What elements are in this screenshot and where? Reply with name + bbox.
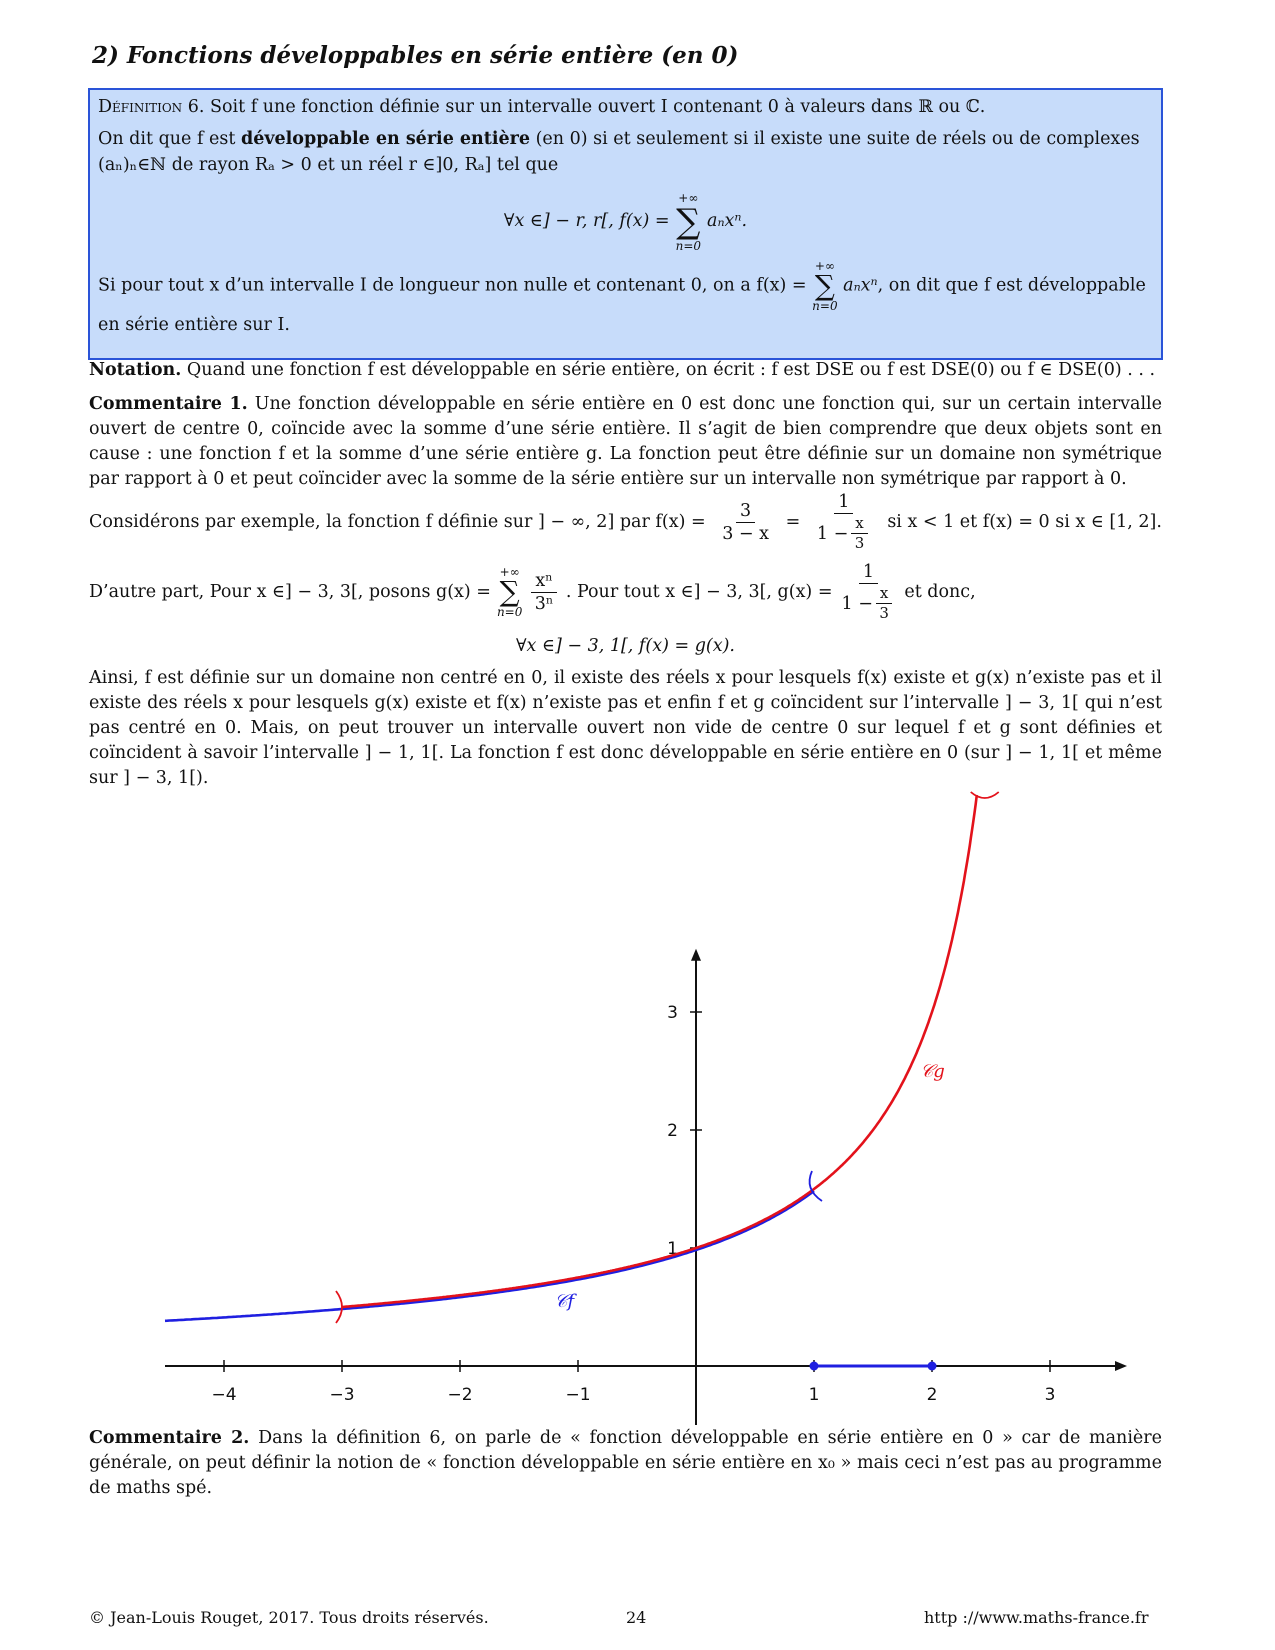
formula-term: aₙxⁿ. [707,211,748,232]
definition-line3-before: Si pour tout x d’un intervalle I de longueur non nulle et contenant 0, on a f(x) = [98,275,807,296]
curve-g [342,795,977,1307]
sum-bottom: n=0 [675,239,702,253]
ainsi-paragraph: Ainsi, f est définie sur un domaine non centré en 0, il existe des réels x pour lesquels f(x) existe et g(x) n’existe pas et il existe des réels x pour lesquels g(x) existe et f(x) n’existe pas et enfin f et g coïncident sur l’intervalle ] − 3, 1[ qui n’est pas centré en 0. Mais, on peut trouver un intervalle ouvert non vide de centre 0 sur lequel f et g sont définies et coïncident à savoir l’intervalle ] − 1, 1[. La fonction f est donc développable en série entière en 0 (sur ] − 1, 1[ et même sur ] − 3, 1[). [89,668,1162,788]
frac2-small-den: 3 [854,534,865,553]
definition-label: Définition 6. [98,97,205,117]
frac1-num: 3 [736,501,755,523]
notation-text: Quand une fonction f est développable en série entière, on écrit : f est DSE ou f est DSE(0) ou f ∈ DSE(0) . . . [186,360,1156,380]
y-tick-label: 3 [667,1003,678,1023]
g-frac-den-pre: 1 − [841,593,873,614]
definition-line3 [98,260,1153,312]
f-right-bracket [810,1171,822,1201]
sum-top: +∞ [678,191,699,205]
x-tick-label: −3 [329,1385,355,1405]
other-sum-bottom: n=0 [496,605,523,620]
g-frac-small-num: x [876,585,892,604]
notation-paragraph [89,358,1162,383]
x-tick-label: −2 [447,1385,473,1405]
definition-box [88,88,1163,360]
other-intro: D’autre part, Pour x ∈] − 3, 3[, posons g(x) = [89,581,491,602]
x-tick-label: −1 [565,1385,591,1405]
comment1-text: Une fonction développable en série entière en 0 est donc une fonction qui, sur un certain intervalle ouvert de centre 0, coïncide avec la somme d’une série entière. Il s’agit de bien comprendre que deux objets sont en cause : une fonction f et la somme d’une série entière g. La fonction peut être définie sur un domaine non symétrique par rapport à 0 et peut coïncider avec la somme de la série entière sur un intervalle non symétrique par rapport à 0. [89,394,1162,489]
g-frac-num: 1 [859,562,878,584]
example-tail: si x < 1 et f(x) = 0 si x ∈ [1, 2]. [887,511,1162,532]
x-tick-label: 3 [1044,1385,1056,1405]
x-tick-label: 1 [808,1385,820,1405]
inline-sum-symbol: +∞ ∑ n=0 [812,259,838,313]
g-top-bracket [971,792,999,798]
definition-line1-text: Soit f une fonction définie sur un intervalle ouvert I contenant 0 à valeurs dans ℝ ou ℂ. [210,97,986,117]
x-tick-label: 2 [926,1385,938,1405]
frac2-small-num: x [851,515,867,534]
example-line [89,492,1162,553]
curve-f [165,1191,814,1321]
conclusion-formula-text: ∀x ∈] − 3, 1[, f(x) = g(x). [516,636,735,656]
comment2-paragraph [89,1426,1162,1501]
label-cg: 𝒞g [920,1060,945,1082]
label-cf: 𝒞f [554,1291,575,1312]
y-tick-label: 1 [667,1239,678,1259]
g-left-bracket [336,1291,342,1323]
comment1-paragraph [89,392,1162,492]
definition-line4: en série entière sur I. [98,315,290,335]
example-intro: Considérons par exemple, la fonction f définie sur ] − ∞, 2] par f(x) = [89,511,706,532]
y-tick-label: 2 [667,1121,678,1141]
definition-formula [98,192,1153,252]
x-tick-label: −4 [211,1385,237,1405]
footer-url[interactable]: http ://www.maths-france.fr [924,1608,1149,1627]
x-axis-arrow [1115,1361,1127,1371]
definition-line3-term: aₙxⁿ [843,275,878,296]
footer-page-number: 24 [626,1608,647,1627]
inline-sum-top: +∞ [814,259,835,273]
conclusion-formula [89,634,1162,659]
equals-sign: = [785,511,801,532]
frac2-den-pre: 1 − [816,523,849,544]
other-tail: et donc, [904,581,976,602]
inline-sum-bottom: n=0 [812,299,838,313]
section-title: 2) Fonctions développables en série entière (en 0) [92,42,739,69]
other-line [89,562,1162,623]
definition-line2-before: On dit que f est [98,129,236,149]
notation-label: Notation. [89,360,182,380]
definition-line1 [98,94,1153,120]
sum-symbol: +∞ ∑ n=0 [675,191,702,253]
comment2-text: Dans la définition 6, on parle de « fonction développable en série entière en 0 » car de manière générale, on peut définir la notion de « fonction développable en série entière en x₀ » mais ceci n’est pas au programme de maths spé. [89,1428,1162,1498]
footer-copyright: © Jean-Louis Rouget, 2017. Tous droits réservés. [89,1608,489,1627]
definition-line2 [98,126,1153,178]
comment1-label: Commentaire 1. [89,394,248,414]
frac-xn-over-3n [531,571,556,614]
frac-g-value [842,562,896,623]
other-frac-den: 3ⁿ [534,593,554,614]
g-frac-small-den: 3 [879,604,889,623]
frac1-den: 3 − x [722,523,770,544]
definition-bold-term: développable en série entière [240,129,530,149]
frac2-num: 1 [834,492,853,514]
frac-3-over-3-minus-x [722,501,769,544]
other-frac-num: xⁿ [531,571,556,593]
y-axis-arrow [691,949,701,961]
other-sum-symbol: +∞ ∑ n=0 [496,565,523,620]
f-segment-start-dot [810,1362,819,1371]
comment2-label: Commentaire 2. [89,1428,250,1448]
definition-line2-after: (en 0) si et seulement si il existe une suite de réels ou de complexes (aₙ)ₙ∈ℕ de rayon Rₐ > 0 et un réel r ∈]0, Rₐ] tel que [98,129,1140,175]
f-segment-end-dot [928,1362,937,1371]
frac-1-over-1-minus-x3 [817,492,871,553]
other-mid: . Pour tout x ∈] − 3, 3[, g(x) = [565,581,833,602]
function-graph [0,790,1275,1430]
definition-line3-after: , on dit que f est développable [877,275,1146,296]
formula-left: ∀x ∈] − r, r[, f(x) = [503,211,670,232]
other-sum-top: +∞ [499,565,520,580]
